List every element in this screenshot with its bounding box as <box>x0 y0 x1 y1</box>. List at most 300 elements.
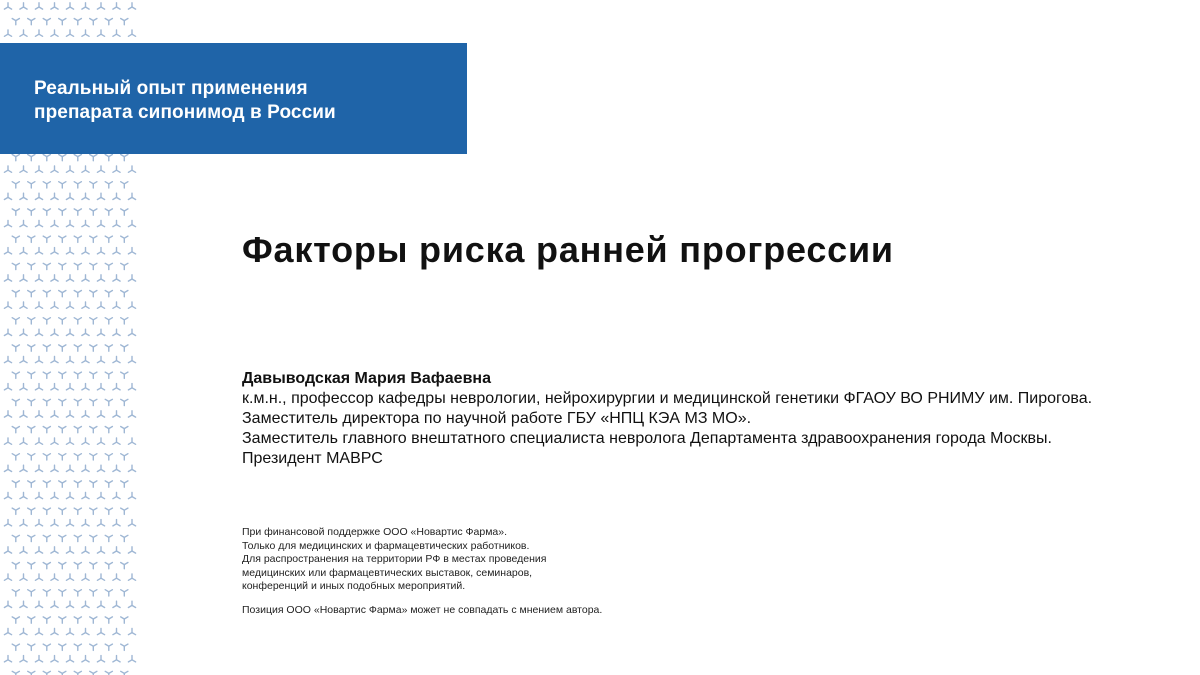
tri-spoke-icon <box>128 356 135 362</box>
tri-spoke-icon <box>59 671 66 675</box>
tri-spoke-icon <box>20 3 27 9</box>
tri-spoke-icon <box>66 166 73 172</box>
tri-spoke-icon <box>35 574 42 580</box>
tri-spoke-icon <box>121 671 128 675</box>
tri-spoke-icon <box>12 563 19 569</box>
tri-spoke-icon <box>105 399 112 405</box>
tri-spoke-icon <box>113 329 120 335</box>
tri-spoke-icon <box>59 155 66 161</box>
tri-spoke-icon <box>51 30 58 36</box>
tri-spoke-icon <box>4 547 11 553</box>
tri-spoke-icon <box>90 19 97 25</box>
tri-spoke-icon <box>51 547 58 553</box>
tri-spoke-icon <box>121 399 128 405</box>
tri-spoke-icon <box>90 155 97 161</box>
tri-spoke-icon <box>28 535 35 541</box>
tri-spoke-icon <box>128 628 135 634</box>
tri-spoke-icon <box>59 481 66 487</box>
tri-spoke-icon <box>51 329 58 335</box>
tri-spoke-icon <box>74 209 81 215</box>
tri-spoke-icon <box>113 547 120 553</box>
tri-spoke-icon <box>51 384 58 390</box>
tri-spoke-icon <box>28 263 35 269</box>
tri-spoke-icon <box>121 617 128 623</box>
tri-spoke-icon <box>82 438 89 444</box>
tri-spoke-icon <box>66 520 73 526</box>
tri-spoke-icon <box>20 248 27 254</box>
tri-spoke-icon <box>113 656 120 662</box>
tri-spoke-icon <box>90 508 97 514</box>
tri-spoke-icon <box>90 345 97 351</box>
tri-spoke-icon <box>35 601 42 607</box>
tri-spoke-icon <box>121 345 128 351</box>
tri-spoke-icon <box>12 481 19 487</box>
tri-spoke-icon <box>82 384 89 390</box>
tri-spoke-icon <box>4 302 11 308</box>
tri-spoke-icon <box>82 601 89 607</box>
tri-spoke-icon <box>113 628 120 634</box>
tri-spoke-icon <box>121 263 128 269</box>
tri-spoke-icon <box>28 481 35 487</box>
tri-spoke-icon <box>20 547 27 553</box>
tri-spoke-icon <box>43 508 50 514</box>
tri-spoke-icon <box>97 356 104 362</box>
tri-spoke-icon <box>90 399 97 405</box>
tri-spoke-icon <box>90 236 97 242</box>
tri-spoke-icon <box>12 155 19 161</box>
tri-spoke-icon <box>66 275 73 281</box>
tri-spoke-icon <box>121 372 128 378</box>
tri-spoke-icon <box>82 492 89 498</box>
tri-spoke-icon <box>128 329 135 335</box>
tri-spoke-icon <box>121 291 128 297</box>
tri-spoke-icon <box>28 372 35 378</box>
tri-spoke-icon <box>12 644 19 650</box>
tri-spoke-icon <box>28 318 35 324</box>
tri-spoke-icon <box>97 329 104 335</box>
tri-spoke-icon <box>28 182 35 188</box>
tri-spoke-icon <box>105 671 112 675</box>
header-banner <box>0 43 467 154</box>
tri-spoke-icon <box>51 411 58 417</box>
tri-spoke-icon <box>4 275 11 281</box>
tri-spoke-icon <box>4 356 11 362</box>
tri-spoke-icon <box>59 617 66 623</box>
tri-spoke-icon <box>113 220 120 226</box>
tri-spoke-icon <box>121 454 128 460</box>
tri-spoke-icon <box>74 155 81 161</box>
tri-spoke-icon <box>74 19 81 25</box>
tri-spoke-icon <box>113 248 120 254</box>
tri-spoke-icon <box>97 574 104 580</box>
tri-spoke-icon <box>43 454 50 460</box>
author-position-line: Заместитель директора по научной работе ГБУ «НПЦ КЭА МЗ МО». <box>242 410 752 427</box>
tri-spoke-icon <box>113 465 120 471</box>
tri-spoke-icon <box>82 302 89 308</box>
tri-spoke-icon <box>74 617 81 623</box>
tri-spoke-icon <box>43 563 50 569</box>
tri-spoke-icon <box>105 508 112 514</box>
tri-spoke-icon <box>128 465 135 471</box>
tri-spoke-icon <box>35 628 42 634</box>
tri-spoke-icon <box>51 492 58 498</box>
disclaimer-line: Для распространения на территории РФ в местах проведения <box>242 553 547 565</box>
tri-spoke-icon <box>12 182 19 188</box>
tri-spoke-icon <box>90 535 97 541</box>
tri-spoke-icon <box>97 438 104 444</box>
tri-spoke-icon <box>12 372 19 378</box>
tri-spoke-icon <box>66 193 73 199</box>
tri-spoke-icon <box>113 601 120 607</box>
tri-spoke-icon <box>82 628 89 634</box>
tri-spoke-icon <box>66 492 73 498</box>
tri-spoke-icon <box>121 644 128 650</box>
tri-spoke-icon <box>74 644 81 650</box>
tri-spoke-icon <box>121 481 128 487</box>
tri-spoke-icon <box>59 427 66 433</box>
tri-spoke-icon <box>97 520 104 526</box>
tri-spoke-icon <box>35 547 42 553</box>
tri-spoke-icon <box>121 236 128 242</box>
tri-spoke-icon <box>90 291 97 297</box>
tri-spoke-icon <box>113 3 120 9</box>
tri-spoke-icon <box>43 535 50 541</box>
tri-spoke-icon <box>82 574 89 580</box>
tri-spoke-icon <box>4 248 11 254</box>
tri-spoke-icon <box>43 19 50 25</box>
tri-spoke-icon <box>4 628 11 634</box>
author-block <box>242 369 1172 469</box>
tri-spoke-icon <box>66 30 73 36</box>
tri-spoke-icon <box>51 628 58 634</box>
tri-spoke-icon <box>82 356 89 362</box>
tri-spoke-icon <box>74 291 81 297</box>
tri-spoke-icon <box>43 236 50 242</box>
tri-spoke-icon <box>43 427 50 433</box>
tri-spoke-icon <box>28 454 35 460</box>
tri-spoke-icon <box>97 220 104 226</box>
tri-spoke-icon <box>59 454 66 460</box>
tri-spoke-icon <box>43 291 50 297</box>
tri-spoke-icon <box>113 492 120 498</box>
tri-spoke-icon <box>12 209 19 215</box>
tri-spoke-icon <box>74 481 81 487</box>
tri-spoke-icon <box>35 520 42 526</box>
tri-spoke-icon <box>28 209 35 215</box>
disclaimer-note: Позиция ООО «Новартис Фарма» может не совпадать с мнением автора. <box>242 603 603 616</box>
tri-spoke-icon <box>20 275 27 281</box>
tri-spoke-icon <box>59 263 66 269</box>
tri-spoke-icon <box>59 291 66 297</box>
tri-spoke-icon <box>82 547 89 553</box>
tri-spoke-icon <box>97 3 104 9</box>
tri-spoke-icon <box>28 671 35 675</box>
tri-spoke-icon <box>28 236 35 242</box>
tri-spoke-icon <box>20 302 27 308</box>
tri-spoke-icon <box>20 356 27 362</box>
tri-spoke-icon <box>4 465 11 471</box>
banner-title-line-1: Реальный опыт применения <box>34 78 308 99</box>
tri-spoke-icon <box>90 590 97 596</box>
tri-spoke-icon <box>128 438 135 444</box>
tri-spoke-icon <box>20 384 27 390</box>
tri-spoke-icon <box>4 329 11 335</box>
tri-spoke-icon <box>12 19 19 25</box>
tri-spoke-icon <box>12 508 19 514</box>
tri-spoke-icon <box>105 345 112 351</box>
tri-spoke-icon <box>43 590 50 596</box>
tri-spoke-icon <box>43 481 50 487</box>
tri-spoke-icon <box>128 193 135 199</box>
tri-spoke-icon <box>66 601 73 607</box>
tri-spoke-icon <box>90 671 97 675</box>
tri-spoke-icon <box>35 384 42 390</box>
tri-spoke-icon <box>90 372 97 378</box>
tri-spoke-icon <box>105 155 112 161</box>
tri-spoke-icon <box>74 318 81 324</box>
tri-spoke-icon <box>51 656 58 662</box>
tri-spoke-icon <box>20 329 27 335</box>
tri-spoke-icon <box>35 411 42 417</box>
tri-spoke-icon <box>82 411 89 417</box>
author-credential-line: к.м.н., профессор кафедры неврологии, нейрохирургии и медицинской генетики ФГАОУ ВО РНИМУ им. Пирогова. <box>242 390 1093 407</box>
tri-spoke-icon <box>28 508 35 514</box>
tri-spoke-icon <box>128 3 135 9</box>
tri-spoke-icon <box>35 656 42 662</box>
tri-spoke-icon <box>59 318 66 324</box>
tri-spoke-icon <box>4 411 11 417</box>
tri-spoke-icon <box>121 590 128 596</box>
tri-spoke-icon <box>105 481 112 487</box>
tri-spoke-icon <box>20 30 27 36</box>
tri-spoke-icon <box>105 291 112 297</box>
tri-spoke-icon <box>121 19 128 25</box>
tri-spoke-icon <box>105 644 112 650</box>
tri-spoke-icon <box>90 563 97 569</box>
tri-spoke-icon <box>113 384 120 390</box>
tri-spoke-icon <box>97 166 104 172</box>
tri-spoke-icon <box>12 590 19 596</box>
tri-spoke-icon <box>43 318 50 324</box>
tri-spoke-icon <box>74 535 81 541</box>
tri-spoke-icon <box>128 411 135 417</box>
tri-spoke-icon <box>128 384 135 390</box>
tri-spoke-icon <box>35 302 42 308</box>
tri-spoke-icon <box>121 508 128 514</box>
tri-spoke-icon <box>74 590 81 596</box>
tri-spoke-icon <box>35 438 42 444</box>
tri-spoke-icon <box>59 19 66 25</box>
tri-spoke-icon <box>43 617 50 623</box>
tri-spoke-icon <box>74 263 81 269</box>
tri-spoke-icon <box>20 601 27 607</box>
tri-spoke-icon <box>105 209 112 215</box>
tri-spoke-icon <box>51 465 58 471</box>
tri-spoke-icon <box>43 209 50 215</box>
tri-spoke-icon <box>113 193 120 199</box>
tri-spoke-icon <box>105 427 112 433</box>
tri-spoke-icon <box>20 520 27 526</box>
tri-spoke-icon <box>105 19 112 25</box>
tri-spoke-icon <box>121 182 128 188</box>
tri-spoke-icon <box>28 345 35 351</box>
tri-spoke-icon <box>113 166 120 172</box>
tri-spoke-icon <box>12 671 19 675</box>
tri-spoke-icon <box>90 318 97 324</box>
tri-spoke-icon <box>90 209 97 215</box>
tri-spoke-icon <box>105 318 112 324</box>
tri-spoke-icon <box>35 275 42 281</box>
tri-spoke-icon <box>66 574 73 580</box>
tri-spoke-icon <box>74 399 81 405</box>
tri-spoke-icon <box>97 275 104 281</box>
tri-spoke-icon <box>59 590 66 596</box>
tri-spoke-icon <box>12 291 19 297</box>
tri-spoke-icon <box>128 520 135 526</box>
tri-spoke-icon <box>66 628 73 634</box>
tri-spoke-icon <box>105 236 112 242</box>
author-name: Давыводская Мария Вафаевна <box>242 370 491 387</box>
tri-spoke-icon <box>43 644 50 650</box>
tri-spoke-icon <box>20 656 27 662</box>
tri-spoke-icon <box>43 372 50 378</box>
tri-spoke-icon <box>74 508 81 514</box>
tri-spoke-icon <box>97 193 104 199</box>
tri-spoke-icon <box>59 372 66 378</box>
tri-spoke-icon <box>66 465 73 471</box>
tri-spoke-icon <box>97 465 104 471</box>
tri-spoke-icon <box>4 166 11 172</box>
tri-spoke-icon <box>121 427 128 433</box>
tri-spoke-icon <box>97 656 104 662</box>
tri-spoke-icon <box>28 644 35 650</box>
tri-spoke-icon <box>97 628 104 634</box>
tri-spoke-icon <box>97 547 104 553</box>
banner-title-line-2: препарата сипонимод в России <box>34 102 336 123</box>
tri-spoke-icon <box>90 427 97 433</box>
disclaimer-line: Только для медицинских и фармацевтических работников. <box>242 539 530 552</box>
tri-spoke-icon <box>51 275 58 281</box>
tri-spoke-icon <box>105 263 112 269</box>
tri-spoke-icon <box>35 465 42 471</box>
tri-spoke-icon <box>82 465 89 471</box>
disclaimer-line: конференций и иных подобных мероприятий. <box>242 580 466 592</box>
tri-spoke-icon <box>20 438 27 444</box>
tri-spoke-icon <box>59 345 66 351</box>
tri-spoke-icon <box>43 399 50 405</box>
disclaimer-line: медицинских или фармацевтических выставок, семинаров, <box>242 566 533 579</box>
tri-spoke-icon <box>4 220 11 226</box>
tri-spoke-icon <box>128 30 135 36</box>
tri-spoke-icon <box>97 248 104 254</box>
tri-spoke-icon <box>82 3 89 9</box>
slide-title: Факторы риска ранней прогрессии <box>242 229 894 270</box>
tri-spoke-icon <box>12 454 19 460</box>
tri-spoke-icon <box>74 427 81 433</box>
tri-spoke-icon <box>51 248 58 254</box>
tri-spoke-icon <box>4 492 11 498</box>
tri-spoke-icon <box>74 236 81 242</box>
tri-spoke-icon <box>66 248 73 254</box>
tri-spoke-icon <box>20 220 27 226</box>
tri-spoke-icon <box>128 248 135 254</box>
tri-spoke-icon <box>97 384 104 390</box>
tri-spoke-icon <box>113 275 120 281</box>
tri-spoke-icon <box>90 617 97 623</box>
tri-spoke-icon <box>20 465 27 471</box>
tri-spoke-icon <box>66 547 73 553</box>
tri-spoke-icon <box>51 3 58 9</box>
tri-spoke-icon <box>51 520 58 526</box>
tri-spoke-icon <box>28 590 35 596</box>
tri-spoke-icon <box>121 209 128 215</box>
tri-spoke-icon <box>51 574 58 580</box>
tri-spoke-icon <box>43 155 50 161</box>
author-position-line: Заместитель главного внештатного специалиста невролога Департамента здравоохранения города Москвы. <box>242 430 1052 447</box>
tri-spoke-icon <box>82 329 89 335</box>
tri-spoke-icon <box>74 454 81 460</box>
tri-spoke-icon <box>59 399 66 405</box>
tri-spoke-icon <box>35 193 42 199</box>
tri-spoke-icon <box>105 454 112 460</box>
tri-spoke-icon <box>59 535 66 541</box>
tri-spoke-icon <box>4 384 11 390</box>
tri-spoke-icon <box>43 182 50 188</box>
tri-spoke-icon <box>105 617 112 623</box>
tri-spoke-icon <box>51 601 58 607</box>
tri-spoke-icon <box>97 30 104 36</box>
tri-spoke-icon <box>20 193 27 199</box>
tri-spoke-icon <box>105 372 112 378</box>
tri-spoke-icon <box>4 520 11 526</box>
tri-spoke-icon <box>82 656 89 662</box>
tri-spoke-icon <box>4 193 11 199</box>
tri-spoke-icon <box>90 182 97 188</box>
disclaimer-line: При финансовой поддержке ООО «Новартис Фарма». <box>242 526 508 538</box>
tri-spoke-icon <box>51 438 58 444</box>
tri-spoke-icon <box>51 356 58 362</box>
tri-spoke-icon <box>51 220 58 226</box>
tri-spoke-icon <box>66 656 73 662</box>
tri-spoke-icon <box>90 263 97 269</box>
tri-spoke-icon <box>128 492 135 498</box>
tri-spoke-icon <box>105 182 112 188</box>
tri-spoke-icon <box>59 508 66 514</box>
tri-spoke-icon <box>82 193 89 199</box>
tri-spoke-icon <box>28 427 35 433</box>
tri-spoke-icon <box>97 601 104 607</box>
disclaimer-block <box>242 526 842 617</box>
tri-spoke-icon <box>35 220 42 226</box>
tri-spoke-icon <box>90 481 97 487</box>
tri-spoke-icon <box>66 329 73 335</box>
tri-spoke-icon <box>97 492 104 498</box>
tri-spoke-icon <box>20 628 27 634</box>
tri-spoke-icon <box>35 492 42 498</box>
tri-spoke-icon <box>82 166 89 172</box>
tri-spoke-icon <box>4 3 11 9</box>
tri-spoke-icon <box>82 248 89 254</box>
tri-spoke-icon <box>4 601 11 607</box>
tri-spoke-icon <box>128 656 135 662</box>
tri-spoke-icon <box>20 166 27 172</box>
tri-spoke-icon <box>35 30 42 36</box>
tri-spoke-icon <box>113 574 120 580</box>
tri-spoke-icon <box>51 302 58 308</box>
tri-spoke-icon <box>59 644 66 650</box>
tri-spoke-icon <box>12 318 19 324</box>
tri-spoke-icon <box>28 291 35 297</box>
